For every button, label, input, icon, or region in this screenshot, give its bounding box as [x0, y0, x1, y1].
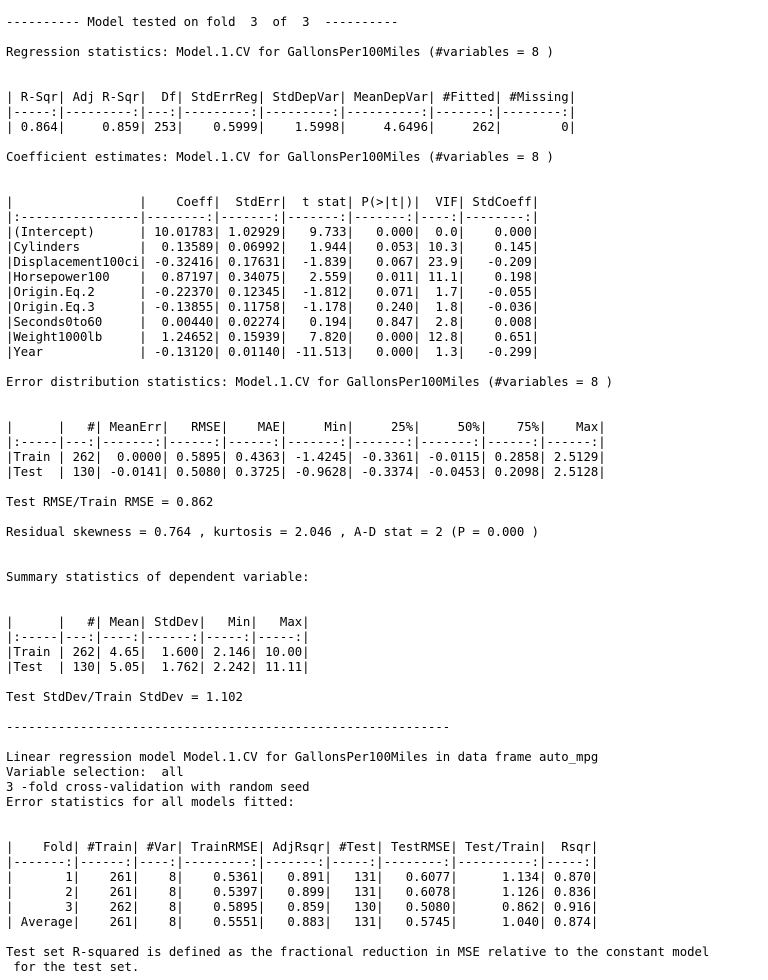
- console-line: |Test | 130| -0.0141| 0.5080| 0.3725| -0.9628| -0.3374| -0.0453| 0.2098| 2.5128|: [6, 465, 606, 479]
- console-line: |Train | 262| 4.65| 1.600| 2.146| 10.00|: [6, 645, 310, 659]
- console-line: |Train | 262| 0.0000| 0.5895| 0.4363| -1.4245| -0.3361| -0.0115| 0.2858| 2.5129|: [6, 450, 606, 464]
- console-line: |Seconds0to60 | 0.00440| 0.02274| 0.194| 0.847| 2.8| 0.008|: [6, 315, 540, 329]
- console-line: [6, 585, 768, 600]
- console-line: | Average| 261| 8| 0.5551| 0.883| 131| 0.5745| 1.040| 0.874|: [6, 915, 599, 929]
- console-line: | | #| Mean| StdDev| Min| Max|: [6, 615, 310, 629]
- console-line: [6, 480, 768, 495]
- console-line: [6, 390, 768, 405]
- console-line: |-------:|------:|----:|---------:|-------:|-----:|--------:|----------:|-----:|: [6, 855, 599, 869]
- console-line: ---------- Model tested on fold 3 of 3 ----------: [6, 15, 399, 29]
- console-line: [6, 360, 768, 375]
- console-line: [6, 165, 768, 180]
- console-line: |Cylinders | 0.13589| 0.06992| 1.944| 0.053| 10.3| 0.145|: [6, 240, 540, 254]
- console-line: Variable selection: all: [6, 765, 184, 779]
- console-line: | | Coeff| StdErr| t stat| P(>|t|)| VIF| StdCoeff|: [6, 195, 540, 209]
- console-line: [6, 75, 768, 90]
- console-line: [6, 600, 768, 615]
- console-line: |Origin.Eq.2 | -0.22370| 0.12345| -1.812| 0.071| 1.7| -0.055|: [6, 285, 540, 299]
- console-line: | | #| MeanErr| RMSE| MAE| Min| 25%| 50%| 75%| Max|: [6, 420, 606, 434]
- console-line: [6, 555, 768, 570]
- console-line: [6, 735, 768, 750]
- console-line: Error statistics for all models fitted:: [6, 795, 295, 809]
- console-line: [6, 810, 768, 825]
- console-line: [6, 180, 768, 195]
- console-line: |Origin.Eq.3 | -0.13855| 0.11758| -1.178| 0.240| 1.8| -0.036|: [6, 300, 540, 314]
- console-line: | 3| 262| 8| 0.5895| 0.859| 130| 0.5080| 0.862| 0.916|: [6, 900, 599, 914]
- console-line: [6, 30, 768, 45]
- console-line: [6, 705, 768, 720]
- console-line: |Year | -0.13120| 0.01140| -11.513| 0.000| 1.3| -0.299|: [6, 345, 540, 359]
- console-line: Linear regression model Model.1.CV for GallonsPer100Miles in data frame auto_mpg: [6, 750, 599, 764]
- console-line: [6, 60, 768, 75]
- console-line: [6, 510, 768, 525]
- console-line: | R-Sqr| Adj R-Sqr| Df| StdErrReg| StdDepVar| MeanDepVar| #Fitted| #Missing|: [6, 90, 577, 104]
- console-line: |-----:|---------:|---:|---------:|---------:|----------:|-------:|--------:|: [6, 105, 577, 119]
- console-line: |:-----|---:|----:|------:|-----:|-----:|: [6, 630, 310, 644]
- console-line: [6, 405, 768, 420]
- console-line: ------------------------------------------------------------: [6, 720, 451, 734]
- console-line: Regression statistics: Model.1.CV for GallonsPer100Miles (#variables = 8 ): [6, 45, 554, 59]
- console-line: [6, 930, 768, 945]
- console-line: |Displacement100ci| -0.32416| 0.17631| -1.839| 0.067| 23.9| -0.209|: [6, 255, 540, 269]
- console-line: 3 -fold cross-validation with random seed: [6, 780, 310, 794]
- console-line: | Fold| #Train| #Var| TrainRMSE| AdjRsqr| #Test| TestRMSE| Test/Train| Rsqr|: [6, 840, 599, 854]
- console-line: | 0.864| 0.859| 253| 0.5999| 1.5998| 4.6496| 262| 0|: [6, 120, 577, 134]
- console-line: |Horsepower100 | 0.87197| 0.34075| 2.559| 0.011| 11.1| 0.198|: [6, 270, 540, 284]
- console-line: |Weight1000lb | 1.24652| 0.15939| 7.820| 0.000| 12.8| 0.651|: [6, 330, 540, 344]
- console-line: [6, 540, 768, 555]
- console-line: [6, 825, 768, 840]
- console-line: for the test set.: [6, 960, 140, 974]
- console-line: Coefficient estimates: Model.1.CV for GallonsPer100Miles (#variables = 8 ): [6, 150, 554, 164]
- console-line: [6, 675, 768, 690]
- console-line: [6, 135, 768, 150]
- console-line: | 2| 261| 8| 0.5397| 0.899| 131| 0.6078| 1.126| 0.836|: [6, 885, 599, 899]
- console-line: |(Intercept) | 10.01783| 1.02929| 9.733| 0.000| 0.0| 0.000|: [6, 225, 540, 239]
- console-line: Test set R-squared is defined as the fractional reduction in MSE relative to the constant model: [6, 945, 710, 959]
- console-line: |Test | 130| 5.05| 1.762| 2.242| 11.11|: [6, 660, 310, 674]
- console-line: Summary statistics of dependent variable:: [6, 570, 310, 584]
- console-line: |:----------------|--------:|-------:|-------:|-------:|----:|--------:|: [6, 210, 540, 224]
- console-line: | 1| 261| 8| 0.5361| 0.891| 131| 0.6077| 1.134| 0.870|: [6, 870, 599, 884]
- console-line: Residual skewness = 0.764 , kurtosis = 2.046 , A-D stat = 2 (P = 0.000 ): [6, 525, 540, 539]
- console-line: Test RMSE/Train RMSE = 0.862: [6, 495, 214, 509]
- console-line: Test StdDev/Train StdDev = 1.102: [6, 690, 243, 704]
- console-line: |:-----|---:|-------:|------:|------:|-------:|-------:|-------:|------:|------:|: [6, 435, 606, 449]
- console-line: Error distribution statistics: Model.1.CV for GallonsPer100Miles (#variables = 8 ): [6, 375, 614, 389]
